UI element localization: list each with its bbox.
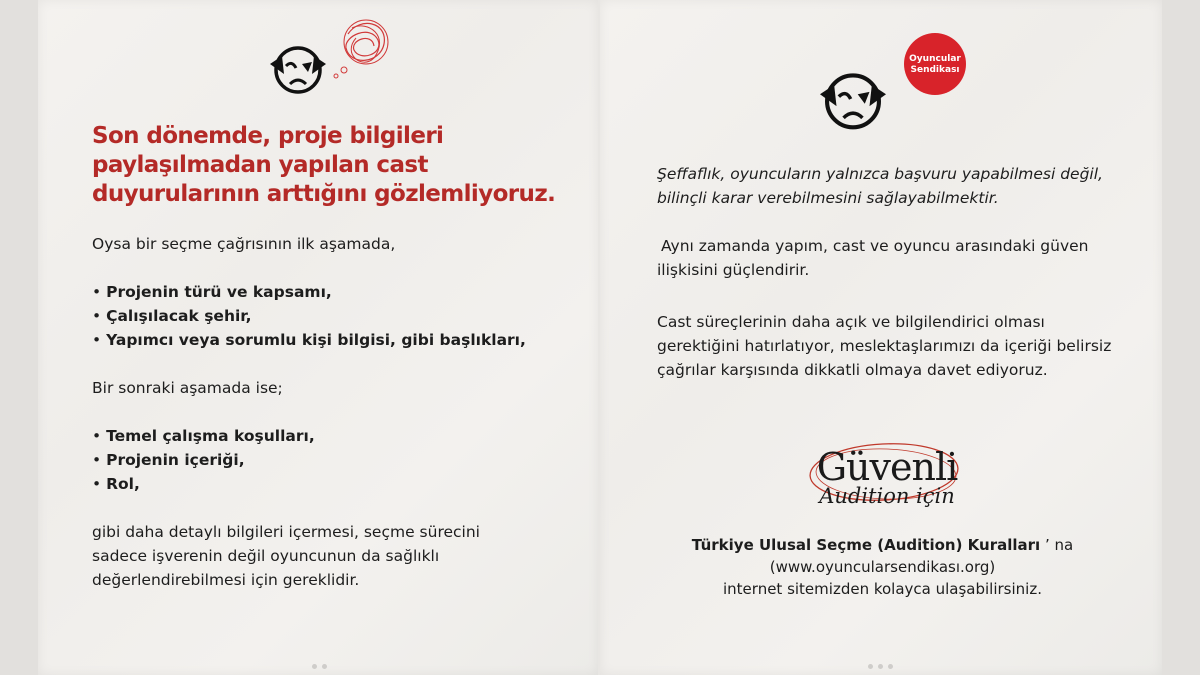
guvenli-title: Güvenli — [816, 445, 958, 489]
next-slide-edge — [1162, 0, 1200, 675]
dot — [322, 664, 327, 669]
rules-url[interactable]: (www.oyuncularsendikası.org) — [769, 558, 996, 576]
rules-closing: internet sitemizden kolayca ulaşabilirsiniz. — [723, 580, 1042, 598]
second-intro-text: Bir sonraki aşamada ise; — [92, 379, 283, 397]
list-item: • Rol, — [92, 475, 140, 493]
union-logo-left — [268, 40, 328, 100]
list-item: • Çalışılacak şehir, — [92, 307, 252, 325]
italic-paragraph: Şeffaflık, oyuncuların yalnızca başvuru yapabilmesi değil, bilinçli karar verebilmesini sağlayabilmektir. — [657, 165, 1103, 207]
carousel-dots-left — [312, 664, 327, 669]
list-item: • Projenin türü ve kapsamı, — [92, 283, 332, 301]
rules-suffix: ’ na — [1040, 536, 1074, 554]
oyuncular-sendikasi-badge — [904, 33, 966, 95]
left-body — [92, 232, 572, 592]
page-heading: Son dönemde, proje bilgileri paylaşılmadan yapılan cast duyurularının arttığını gözlemliyoruz. — [92, 123, 556, 207]
guvenli-audition-logo — [812, 445, 962, 507]
rules-info — [650, 534, 1115, 600]
carousel-dots-right — [868, 664, 893, 669]
dot — [878, 664, 883, 669]
intro-text: Oysa bir seçme çağrısının ilk aşamada, — [92, 235, 396, 253]
list-item: • Projenin içeriği, — [92, 451, 245, 469]
union-logo-right — [816, 66, 890, 136]
dot — [868, 664, 873, 669]
previous-slide-edge — [0, 0, 38, 675]
badge-line-2: Sendikası — [910, 65, 960, 75]
rules-line — [650, 534, 1115, 556]
rules-title: Türkiye Ulusal Seçme (Audition) Kuralları — [691, 536, 1041, 554]
paragraph-3: Cast süreçlerinin daha açık ve bilgilendirici olması gerektiğini hatırlatıyor, meslektaşlarımızı da içeriği belirsiz çağrılar karşısında dikkatli olmaya davet ediyoruz. — [657, 313, 1112, 379]
paragraph-2: Aynı zamanda yapım, cast ve oyuncu arasındaki güven ilişkisini güçlendirir. — [657, 237, 1089, 279]
list-item: • Temel çalışma koşulları, — [92, 427, 315, 445]
scribble-icon — [330, 14, 392, 80]
list-item: • Yapımcı veya sorumlu kişi bilgisi, gibi başlıkları, — [92, 331, 526, 349]
closing-text: gibi daha detaylı bilgileri içermesi, seçme sürecini sadece işverenin değil oyuncunun da sağlıklı değerlendirebilmesi için gereklidir. — [92, 523, 480, 589]
mask-logo-icon — [268, 40, 328, 96]
guvenli-subtitle: Audition için — [819, 484, 955, 508]
mask-logo-icon — [816, 66, 890, 132]
badge-line-1: Oyuncular — [909, 54, 961, 64]
dot — [888, 664, 893, 669]
dot — [312, 664, 317, 669]
scribble-thought — [330, 14, 392, 84]
